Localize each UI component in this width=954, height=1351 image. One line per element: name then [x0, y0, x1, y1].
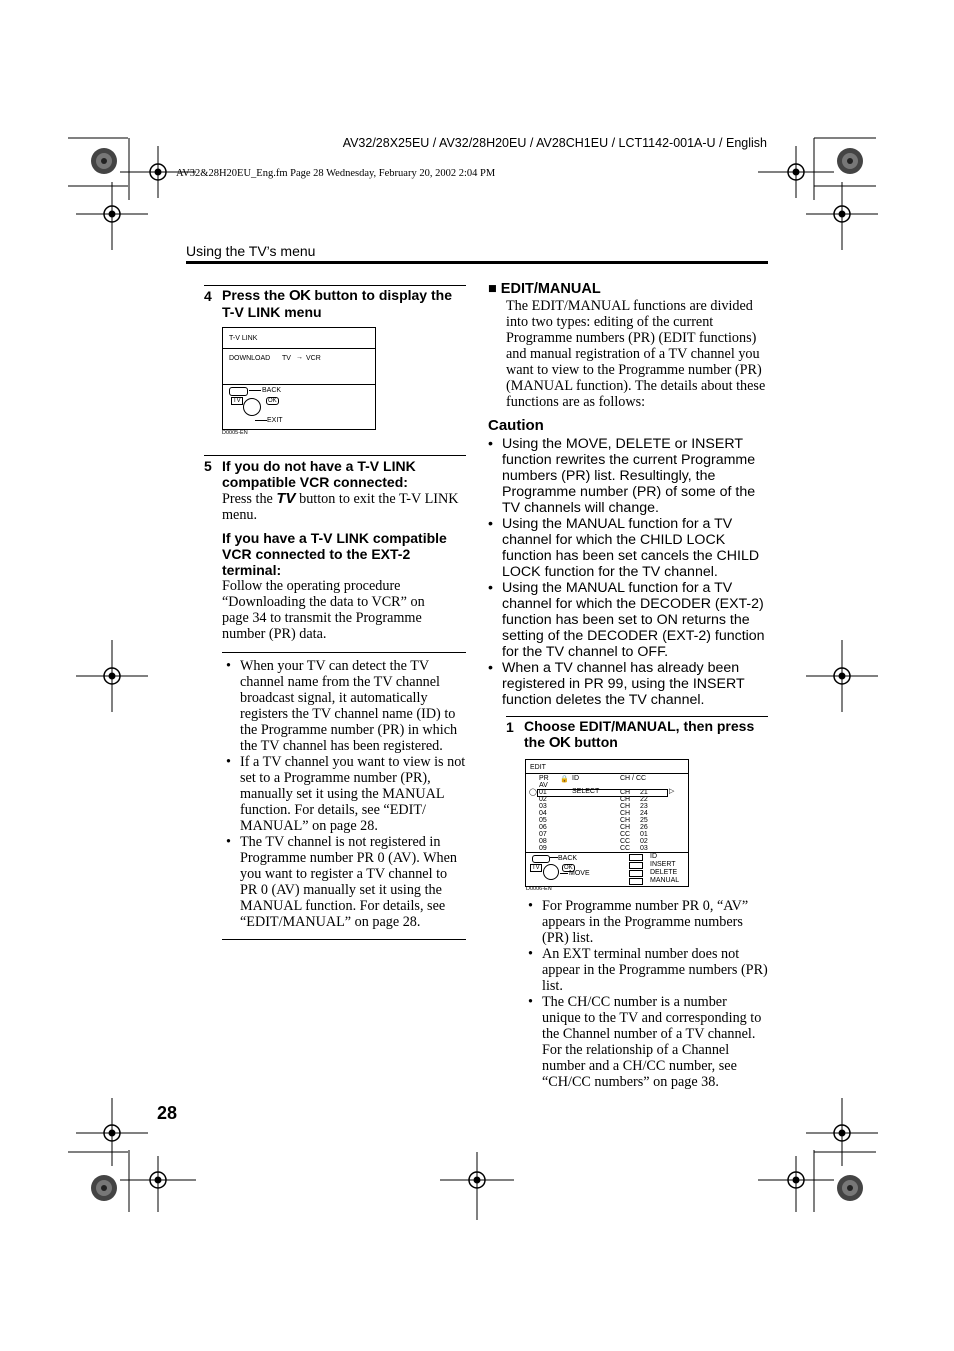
osd-back: BACK [558, 855, 578, 862]
col-id: ID [572, 775, 579, 782]
edit-row-t: CH [620, 824, 631, 831]
edit-manual-heading [488, 281, 601, 297]
edit-manual-intro: The EDIT/MANUAL functions are divided into two types: editing of the current Programme numbers (PR) (EDIT functions) and manual registration of a TV channel you want to view to the Programme number (PR) (MANUAL function). The details about these functions are as follows: [506, 298, 766, 410]
edit-row-t: CC [620, 831, 631, 838]
ok-key-icon: OK [268, 398, 277, 404]
osd-select: SELECT [572, 788, 600, 795]
selection-box [537, 789, 668, 797]
osd-divider-2 [526, 852, 688, 853]
edit-row-pr: 03 [539, 803, 547, 810]
move-leader [560, 873, 568, 874]
edit-row-pr: 02 [539, 796, 547, 803]
step5-rule [204, 455, 466, 456]
row-av: AV [539, 782, 548, 789]
osd-download: DOWNLOAD [229, 355, 271, 362]
list-item: • If a TV channel you want to view is not set to a Programme number (PR), manually set it using the MANUAL function. For details, see “EDIT/ MANUAL” on page 28. [222, 754, 466, 834]
list-item: • When your TV can detect the TV channel name from the TV channel broadcast signal, it automatically registers the TV channel name (ID) to the Programme number (PR) in which the TV channel has been registered. [222, 658, 466, 754]
step1-text-pre: Choose EDIT/MANUAL, then press the [524, 718, 755, 750]
edit-row-t: CH [620, 796, 631, 803]
step5-heading: If you do not have a T-V LINK compatible VCR connected: [222, 458, 416, 490]
edit-row-pr: 04 [539, 810, 547, 817]
back-key-icon [532, 855, 550, 863]
edit-row-n: 25 [640, 817, 648, 824]
step5-body-post: button to exit the T-V LINK menu. [222, 491, 459, 523]
osd-title: EDIT [530, 764, 546, 771]
cursor-icon: ◯ [529, 789, 537, 796]
edit-row-n: 01 [640, 831, 648, 838]
file-info-line: AV32&28H20EU_Eng.fm Page 28 Wednesday, February 20, 2002 2:04 PM [176, 168, 496, 179]
step1-text [524, 718, 768, 751]
osd-title: T-V LINK [229, 335, 258, 342]
edit-row-t: CH [620, 789, 631, 796]
step5-number: 5 [204, 458, 212, 474]
right-notes-list [524, 898, 768, 1090]
edit-row-pr: 01 [539, 789, 547, 796]
cursor-pad-icon [243, 398, 261, 416]
edit-row-n: 21 [640, 789, 648, 796]
edit-row-pr: 09 [539, 845, 547, 852]
edit-option-label: DELETE [650, 869, 678, 876]
osd-divider [526, 773, 688, 774]
caution-title: Caution [488, 417, 544, 434]
list-item: • The TV channel is not registered in Programme number PR 0 (AV). When you want to register a TV channel to PR 0 (AV) manually set it using the MANUAL function. For details, see “EDIT/MANUAL” on page 28. [222, 834, 466, 930]
step5-heading2: If you have a T-V LINK compatible VCR connected to the EXT-2 terminal: [222, 530, 447, 578]
step1-text-post: button [570, 734, 618, 750]
step4-text-pre: Press the [222, 287, 289, 303]
model-line: AV32/28X25EU / AV32/28H20EU / AV28CH1EU / LCT1142-001A-U / English [342, 136, 767, 150]
edit-row-t: CC [620, 838, 631, 845]
osd-divider-2 [223, 384, 375, 385]
edit-row-pr: 05 [539, 817, 547, 824]
col-pr: PR [539, 775, 549, 782]
notes-rule-top [222, 652, 466, 653]
edit-menu-screen [525, 759, 689, 887]
heading-text: EDIT/MANUAL [500, 281, 601, 297]
list-item: • When a TV channel has already been registered in PR 99, using the INSERT function deletes the TV channel. [484, 660, 768, 708]
edit-option-label: MANUAL [650, 877, 680, 884]
ok-button-glyph: OK [288, 287, 311, 304]
edit-row-t: CH [620, 810, 631, 817]
tv-key-icon: TV [233, 398, 241, 404]
caution-list [484, 436, 768, 708]
color-key-icon [629, 854, 643, 861]
ok-key-icon: OK [564, 865, 573, 871]
figure-code: D0006-EN [526, 886, 552, 892]
ok-button-glyph: OK [548, 734, 571, 751]
color-key-icon [629, 878, 643, 885]
osd-exit: EXIT [267, 417, 283, 424]
tv-key-icon: TV [532, 865, 540, 871]
back-leader [550, 857, 558, 858]
edit-row-pr: 08 [539, 838, 547, 845]
edit-row-t: CC [620, 845, 631, 852]
color-key-icon [629, 862, 643, 869]
col-chcc: CH / CC [620, 775, 647, 782]
step4-text-post: button to display the T-V LINK menu [222, 287, 452, 320]
notes-rule-bottom [222, 939, 466, 940]
osd-divider [223, 348, 375, 349]
edit-row-pr: 07 [539, 831, 547, 838]
step5-body-pre: Press the [222, 491, 277, 507]
back-key-icon [229, 387, 248, 396]
figure-code: D0005-EN [222, 430, 248, 436]
step4-number: 4 [204, 288, 212, 304]
osd-move: MOVE [569, 870, 590, 877]
list-item: • Using the MOVE, DELETE or INSERT function rewrites the current Programme numbers (PR) list. Resultingly, the Programme number (PR) of some of the TV channels will change. [484, 436, 768, 516]
osd-tv: TV [282, 355, 291, 362]
edit-row-n: 23 [640, 803, 648, 810]
edit-row-n: 03 [640, 845, 648, 852]
step4-rule [204, 285, 466, 286]
edit-row-n: 24 [640, 810, 648, 817]
step5-body2: Follow the operating procedure “Downloading the data to VCR” on page 34 to transmit the Programme number (PR) data. [222, 578, 425, 642]
edit-row-pr: 06 [539, 824, 547, 831]
list-item: • Using the MANUAL function for a TV channel for which the CHILD LOCK function has been set cancels the CHILD LOCK function for the TV channel. [484, 516, 768, 580]
play-icon: ▷ [669, 788, 675, 795]
list-item: • For Programme number PR 0, “AV” appears in the Programme numbers (PR) list. [524, 898, 768, 946]
tv-button-glyph: TV [276, 490, 296, 507]
edit-row-t: CH [620, 803, 631, 810]
cursor-pad-icon [543, 864, 559, 880]
step5-body [222, 491, 468, 523]
arrow-right-icon: → [296, 354, 303, 361]
list-item: • The CH/CC number is a number unique to the TV and corresponding to the Channel number of a TV channel. For the relationship of a Channel number and a CH/CC number, see “CH/CC numbers” on page 38. [524, 994, 768, 1090]
edit-row-n: 22 [640, 796, 648, 803]
left-notes-list [222, 658, 466, 930]
exit-leader [255, 420, 267, 421]
osd-back: BACK [262, 387, 282, 394]
list-item: • Using the MANUAL function for a TV channel for which the DECODER (EXT-2) function has been set to ON returns the setting of the DECODER (EXT-2) function for the TV channel to OFF. [484, 580, 768, 660]
square-bullet-icon: ■ [488, 281, 497, 297]
edit-option-label: ID [650, 853, 657, 860]
page-number: 28 [157, 1103, 178, 1123]
edit-row-t: CH [620, 817, 631, 824]
color-key-icon [629, 870, 643, 877]
step4-text [222, 287, 468, 320]
edit-option-label: INSERT [650, 861, 676, 868]
osd-vcr: VCR [306, 355, 321, 362]
section-title: Using the TV’s menu [186, 243, 316, 259]
header-rule [186, 261, 768, 264]
list-item: • An EXT terminal number does not appear in the Programme numbers (PR) list. [524, 946, 768, 994]
lock-icon: 🔒 [560, 776, 569, 783]
edit-row-n: 02 [640, 838, 648, 845]
step1-number: 1 [506, 719, 514, 735]
back-leader [249, 390, 261, 391]
step1-rule [506, 716, 768, 717]
edit-row-n: 26 [640, 824, 648, 831]
tvlink-menu-screen [222, 327, 376, 430]
